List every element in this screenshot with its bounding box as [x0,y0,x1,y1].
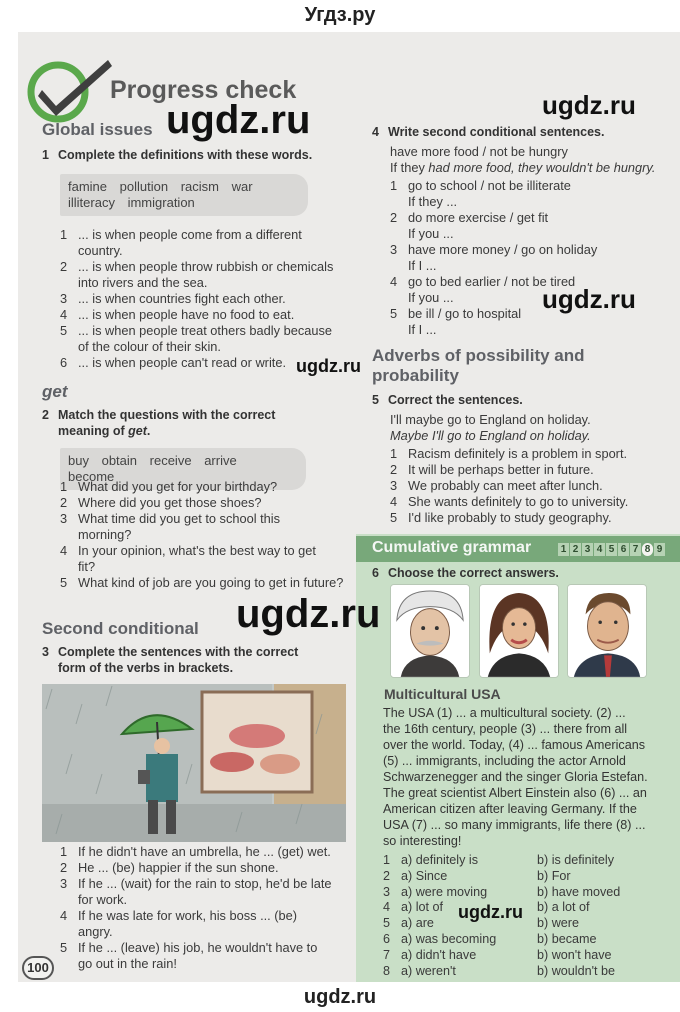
portrait-einstein [390,584,470,678]
portrait-estefan [479,584,559,678]
watermark: ugdz.ru [458,902,523,922]
answer-options [383,853,673,979]
page-title: Progress check [110,76,297,104]
list-item: 1 If he didn't have an umbrella, he ... (get) wet. [60,844,331,859]
watermark: ugdz.ru [542,284,636,314]
list-item: 1 go to school / not be illiterate If they ... [390,178,571,209]
exercise-5-instruction: 5 Correct the sentences. [372,393,523,407]
exercise-5-example: I'll maybe go to England on holiday. Maybe I'll go to England on holiday. [390,412,591,443]
unit-number-current: 8 [642,543,653,556]
answer-row: 1 a) definitely is b) is definitely [383,853,614,867]
section-title-global-issues: Global issues [42,120,153,139]
unit-number: 2 [570,543,581,556]
exercise-1-list [60,227,360,371]
checkmark-circle-icon [24,54,116,124]
answer-row: 5 a) are b) were [383,916,579,931]
list-item: 4 If he was late for work, his boss ... (be) angry. [60,908,298,939]
section-title-second-conditional: Second conditional [42,619,199,638]
unit-number: 6 [618,543,629,556]
list-item: 6 ... is when people can't read or write. [60,355,287,370]
unit-number: 7 [630,543,641,556]
list-item: 5 What kind of job are you going to get in future? [60,575,344,590]
unit-number: 4 [594,543,605,556]
unit-number: 5 [606,543,617,556]
exercise-3-list [60,844,360,972]
list-item: 2 do more exercise / get fit If you ... [390,210,549,241]
list-item: 1 What did you get for your birthday? [60,479,278,494]
unit-number: 3 [582,543,593,556]
exercise-4-instruction: 4 Write second conditional sentences. [372,125,605,139]
list-item: 5 ... is when people treat others badly because of the colour of their skin. [60,323,332,354]
list-item: 3 If he ... (wait) for the rain to stop, he'd be late for work. [60,876,332,907]
site-header: Угдз.ру [304,4,376,26]
list-item: 2 It will be perhaps better in future. [390,462,594,477]
textbook-page [18,32,680,982]
list-item: 3 What time did you get to school this morning? [60,511,281,542]
list-item: 3 ... is when countries fight each other. [60,291,286,306]
unit-number-strip [558,543,666,556]
word-box-ex1: famine pollution racism war illiteracy immigration [60,174,308,216]
section-title-get: get [42,382,68,401]
answer-row: 6 a) was becoming b) became [383,931,597,946]
exercise-3-instruction: 3 Complete the sentences with the correct form of the verbs in brackets. [42,645,299,675]
list-item: 3 have more money / go on holiday If I ... [390,242,598,273]
article-title: Multicultural USA [384,686,501,702]
portrait-schwarzenegger [567,584,647,678]
site-footer: ugdz.ru [303,986,377,1008]
exercise-2-instruction: 2 Match the questions with the correct meaning of get. [42,408,276,438]
article-paragraph: The USA (1) ... a multicultural society. (2) ... the 16th century, people (3) ... there from all over the world. Today, (4) ... famous Americans (5) ... immigrants, including the actor Arnold Schwarzenegger and the singer Gloria Estefan. The great scientist Albert Einstein also (6) ... an American citizen after leaving Germany. If the USA (7) ... so many immigrants, life there (8) ... so interesting! [383,706,648,848]
list-item: 5 I'd like probably to study geography. [390,510,612,525]
answer-row: 2 a) Since b) For [383,868,571,883]
list-item: 3 We probably can meet after lunch. [390,478,603,493]
list-item: 4 She wants definitely to go to university. [390,494,629,509]
unit-number: 1 [558,543,569,556]
rain-illustration [42,684,346,842]
exercise-4-example: have more food / not be hungry If they had more food, they wouldn't be hungry. [390,144,656,175]
section-title-adverbs: Adverbs of possibility and probability [372,346,585,385]
list-item: 5 be ill / go to hospital If I ... [390,306,522,337]
page-number: 100 [22,956,54,980]
exercise-2-list [60,479,360,591]
watermark: ugdz.ru [236,592,381,636]
answer-row: 8 a) weren't b) wouldn't be [383,963,616,978]
exercise-6-instruction: 6 Choose the correct answers. [372,566,559,580]
list-item: 2 He ... (be) happier if the sun shone. [60,860,279,875]
unit-number: 9 [654,543,665,556]
list-item: 4 go to bed earlier / not be tired If you ... [390,274,576,305]
watermark: ugdz.ru [166,98,311,142]
answer-row: 4 a) lot of b) a lot of [383,900,590,915]
cumulative-grammar-title: Cumulative grammar [372,539,532,556]
exercise-1-instruction: 1 Complete the definitions with these words. [42,148,313,162]
list-item: 1 ... is when people come from a different country. [60,227,302,258]
list-item: 4 ... is when people have no food to eat. [60,307,295,322]
watermark: ugdz.ru [296,356,361,376]
word-box-ex2: buy obtain receive arrive become [60,448,306,490]
exercise-5-list [390,446,670,526]
answer-row: 7 a) didn't have b) won't have [383,947,612,962]
list-item: 4 In your opinion, what's the best way to get fit? [60,543,316,574]
answer-row: 3 a) were moving b) have moved [383,884,621,899]
list-item: 2 Where did you get those shoes? [60,495,262,510]
list-item: 2 ... is when people throw rubbish or chemicals into rivers and the sea. [60,259,334,290]
list-item: 1 Racism definitely is a problem in sport. [390,446,628,461]
list-item: 5 If he ... (leave) his job, he wouldn't have to go out in the rain! [60,940,318,971]
watermark: ugdz.ru [542,90,636,120]
